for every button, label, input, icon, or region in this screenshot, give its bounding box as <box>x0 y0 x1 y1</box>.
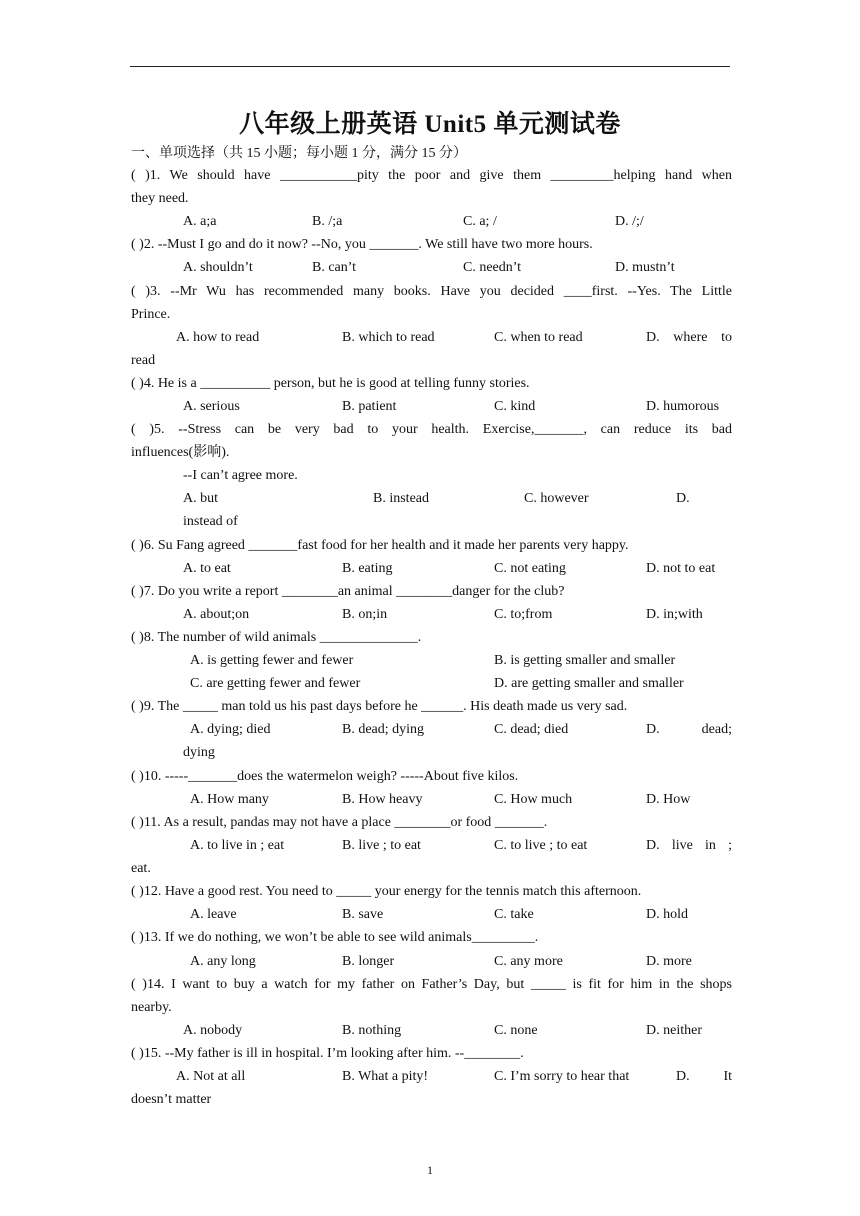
q15-option-b: B. What a pity! <box>342 1069 429 1084</box>
q5-option-a: A. but <box>183 491 218 506</box>
question-4-text: ( )4. He is a __________ person, but he is good at telling funny stories. <box>131 376 530 391</box>
section-heading: 一、单项选择（共 15 小题；每小题 1 分，满分 15 分） <box>131 146 467 161</box>
q3-option-c: C. when to read <box>494 330 583 345</box>
question-12-text: ( )12. Have a good rest. You need to _____ your energy for the tennis match this afternoon. <box>131 884 642 899</box>
q2-option-b: B. can’t <box>312 260 357 275</box>
question-8-text: ( )8. The number of wild animals ______________. <box>131 630 422 645</box>
q15-option-d-cont: doesn’t matter <box>131 1092 212 1107</box>
q11-option-d: D. live in ; <box>646 838 732 853</box>
q12-option-c: C. take <box>494 907 534 922</box>
question-14-text-cont: nearby. <box>131 1000 172 1015</box>
question-1-text: ( )1. We should have ___________pity the poor and give them _________helping hand when <box>131 168 732 183</box>
q15-option-d: D. It <box>676 1069 732 1084</box>
q13-option-a: A. any long <box>190 954 256 969</box>
q1-option-b: B. /;a <box>312 214 343 229</box>
header-rule <box>130 66 730 67</box>
question-2-text: ( )2. --Must I go and do it now? --No, you _______. We still have two more hours. <box>131 237 593 252</box>
q9-option-d-cont: dying <box>183 745 215 760</box>
question-9-text: ( )9. The _____ man told us his past days before he ______. His death made us very sad. <box>131 699 628 714</box>
exam-title: 八年级上册英语 Unit5 单元测试卷 <box>239 111 621 138</box>
question-15-text: ( )15. --My father is ill in hospital. I’m looking after him. --________. <box>131 1046 524 1061</box>
question-11-text: ( )11. As a result, pandas may not have a place ________or food _______. <box>131 815 548 830</box>
q8-option-c: C. are getting fewer and fewer <box>190 676 361 691</box>
q12-option-d: D. hold <box>646 907 688 922</box>
q7-option-b: B. on;in <box>342 607 388 622</box>
q14-option-a: A. nobody <box>183 1023 243 1038</box>
q5-option-b: B. instead <box>373 491 429 506</box>
question-5-text: ( )5. --Stress can be very bad to your health. Exercise,_______, can reduce its bad <box>131 422 732 437</box>
question-3-text-cont: Prince. <box>131 307 171 322</box>
q9-option-a: A. dying; died <box>190 722 271 737</box>
q15-option-a: A. Not at all <box>176 1069 246 1084</box>
q10-option-a: A. How many <box>190 792 269 807</box>
q13-option-c: C. any more <box>494 954 563 969</box>
q4-option-a: A. serious <box>183 399 240 414</box>
q7-option-a: A. about;on <box>183 607 250 622</box>
q1-option-d: D. /;/ <box>615 214 644 229</box>
q2-option-d: D. mustn’t <box>615 260 675 275</box>
q11-option-b: B. live ; to eat <box>342 838 421 853</box>
q12-option-a: A. leave <box>190 907 237 922</box>
q9-option-c: C. dead; died <box>494 722 569 737</box>
q10-option-c: C. How much <box>494 792 573 807</box>
q11-option-c: C. to live ; to eat <box>494 838 588 853</box>
q8-option-d: D. are getting smaller and smaller <box>494 676 684 691</box>
question-3-text: ( )3. --Mr Wu has recommended many books. Have you decided ____first. --Yes. The Little <box>131 284 732 299</box>
q3-option-b: B. which to read <box>342 330 435 345</box>
q13-option-d: D. more <box>646 954 692 969</box>
question-7-text: ( )7. Do you write a report ________an animal ________danger for the club? <box>131 584 565 599</box>
question-1-text-cont: they need. <box>131 191 189 206</box>
question-14-text: ( )14. I want to buy a watch for my father on Father’s Day, but _____ is fit for him in the shops <box>131 977 732 992</box>
question-5-response: --I can’t agree more. <box>183 468 298 483</box>
q5-option-c: C. however <box>524 491 589 506</box>
q5-option-d: D. <box>676 491 690 506</box>
q14-option-d: D. neither <box>646 1023 702 1038</box>
q2-option-a: A. shouldn’t <box>183 260 253 275</box>
q3-option-d: D. where to <box>646 330 732 345</box>
q13-option-b: B. longer <box>342 954 395 969</box>
q1-option-a: A. a;a <box>183 214 217 229</box>
q4-option-c: C. kind <box>494 399 536 414</box>
q15-option-c: C. I’m sorry to hear that <box>494 1069 630 1084</box>
q8-option-a: A. is getting fewer and fewer <box>190 653 354 668</box>
q6-option-c: C. not eating <box>494 561 566 576</box>
q6-option-d: D. not to eat <box>646 561 716 576</box>
q1-option-c: C. a; / <box>463 214 497 229</box>
q7-option-d: D. in;with <box>646 607 703 622</box>
q4-option-b: B. patient <box>342 399 397 414</box>
q3-option-a: A. how to read <box>176 330 260 345</box>
q10-option-d: D. How <box>646 792 691 807</box>
q12-option-b: B. save <box>342 907 384 922</box>
q6-option-b: B. eating <box>342 561 393 576</box>
question-10-text: ( )10. -----_______does the watermelon weigh? -----About five kilos. <box>131 769 519 784</box>
q9-option-d: D. dead; <box>646 722 732 737</box>
q11-option-a: A. to live in ; eat <box>190 838 285 853</box>
q7-option-c: C. to;from <box>494 607 553 622</box>
page-number: 1 <box>427 1163 433 1177</box>
q3-option-d-cont: read <box>131 353 156 368</box>
q4-option-d: D. humorous <box>646 399 720 414</box>
q8-option-b: B. is getting smaller and smaller <box>494 653 676 668</box>
question-13-text: ( )13. If we do nothing, we won’t be able to see wild animals_________. <box>131 930 539 945</box>
q6-option-a: A. to eat <box>183 561 231 576</box>
q10-option-b: B. How heavy <box>342 792 423 807</box>
q5-option-d-cont: instead of <box>183 514 238 529</box>
q14-option-b: B. nothing <box>342 1023 402 1038</box>
q14-option-c: C. none <box>494 1023 538 1038</box>
q9-option-b: B. dead; dying <box>342 722 425 737</box>
question-5-text-cont: influences(影响). <box>131 445 230 460</box>
q2-option-c: C. needn’t <box>463 260 522 275</box>
q11-option-d-cont: eat. <box>131 861 151 876</box>
question-6-text: ( )6. Su Fang agreed _______fast food for her health and it made her parents very happy. <box>131 538 629 553</box>
